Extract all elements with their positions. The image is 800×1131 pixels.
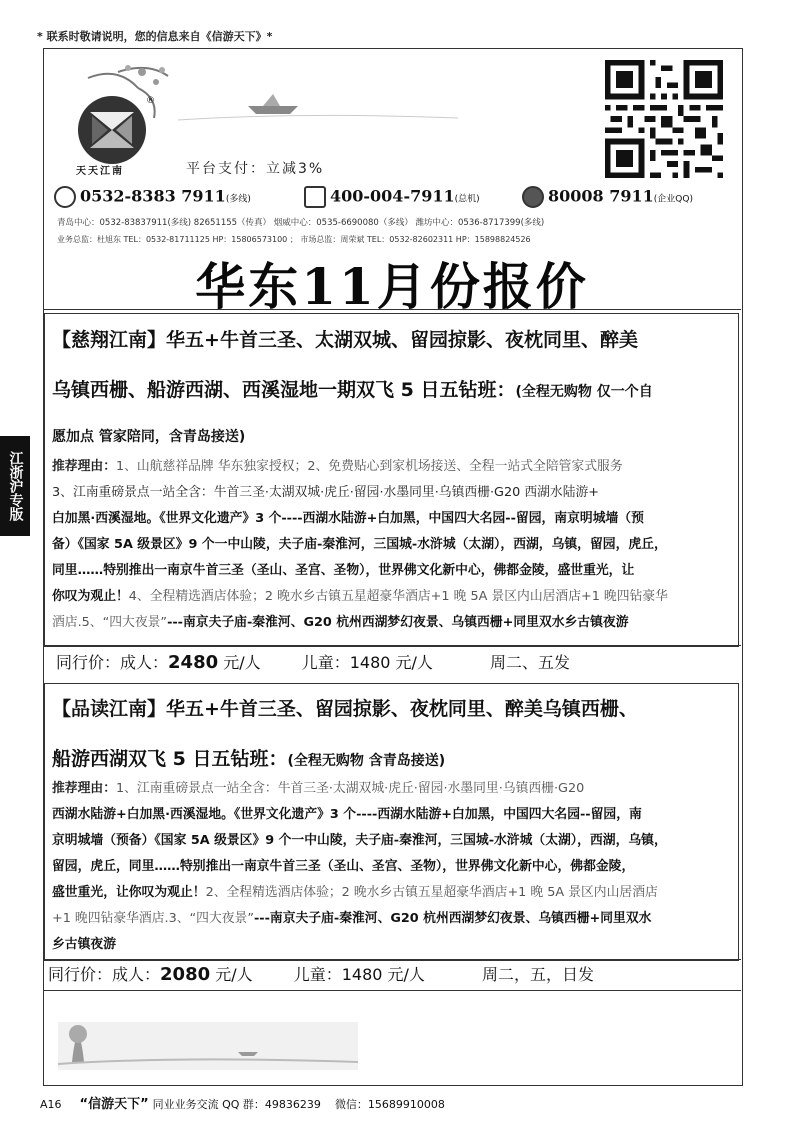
phone-3-number: 80008 7911 — [548, 186, 654, 206]
phone-1-note: (多线) — [225, 194, 251, 205]
route-1-reason-lead: 推荐理由： — [52, 459, 116, 474]
child-label: 儿童： — [293, 965, 342, 984]
phone-3 — [522, 186, 693, 208]
qr-code-icon — [605, 60, 723, 178]
phone-icon — [54, 186, 76, 208]
payment-discount: 平台支付：立减3% — [186, 161, 325, 177]
route-1-reason-line: 1、山航慈祥品牌 华东独家授权；2、免费贴心到家机场接送、全程一站式全陪管家式服务 — [115, 459, 623, 474]
side-tab: 江浙沪专版 — [0, 436, 30, 536]
route-1-reason-line: 备）《国家 5A 级景区》9 个一中山陵，夫子庙-秦淮河，三国城-水浒城（太湖），西湖，乌镇，留园，虎丘， — [52, 537, 667, 552]
child-label: 儿童： — [301, 653, 350, 672]
logo-text: 天天江南 — [76, 166, 124, 177]
adult-price: 2080 — [160, 964, 211, 985]
route-1-reason-line: 你叹为观止！ — [52, 589, 129, 604]
route-2-note-a: (全程无购物 含青岛接送) — [287, 753, 446, 769]
route-1-note-b: 愿加点 管家陪同，含青岛接送) — [52, 429, 246, 445]
divider — [44, 309, 741, 310]
route-2-reason-lead: 推荐理由： — [52, 781, 116, 796]
phone-1-number: 0532-8383 7911 — [80, 186, 226, 206]
route-2-title — [52, 684, 736, 786]
route-1-reason-line: ---南京夫子庙-秦淮河、G20 杭州西湖梦幻夜景、乌镇西栅+同里双水乡古镇夜游 — [167, 615, 629, 630]
route-2-reason-line: 盛世重光，让你叹为观止！ — [52, 885, 206, 900]
route-2-price — [48, 962, 594, 985]
route-2-reason-line: ---南京夫子庙-秦淮河、G20 杭州西湖梦幻夜景、乌镇西栅+同里双水 — [253, 911, 652, 926]
route-2-title-line1: 华五+牛首三圣、留园掠影、夜枕同里、醉美乌镇西栅、 — [166, 698, 638, 720]
top-note: * 联系时敬请说明，您的信息来自《信游天下》* — [37, 30, 273, 43]
route-2-reasons — [52, 776, 736, 958]
adult-unit: 元/人 — [223, 653, 261, 672]
route-1-brand-rest: 江南】 — [109, 329, 167, 351]
route-1-note-a: (全程无购物 仅一个自 — [515, 384, 653, 400]
divider — [44, 645, 741, 646]
adult-price: 2480 — [168, 652, 219, 673]
route-2-brand: 【品读江南】 — [52, 698, 167, 720]
route-1-reason-line: 3、江南重磅景点一站全含：牛首三圣·太湖双城·虎丘·留园·水墨同里·乌镇西栅·G20 西湖水陆游+ — [52, 485, 600, 500]
footer-brand: “信游天下” — [79, 1097, 149, 1112]
footer — [40, 1093, 445, 1112]
route-2-reason-line: 留园，虎丘，同里……特别推出一南京牛首三圣（圣山、圣宫、圣物），世界佛文化新中心，佛都金陵， — [52, 859, 635, 874]
route-1-reason-line: 酒店.5、“四大夜景” — [52, 615, 168, 630]
route-2-reason-line: +1 晚四钻豪华酒店.3、“四大夜景” — [52, 911, 254, 926]
director-contacts: 业务总监：杜旭东 TEL：0532-81711125 HP：15806573100 ； 市场总监：周荣斌 TEL：0532-82602311 HP：15898824526 — [57, 235, 531, 244]
route-1-reasons — [52, 454, 736, 636]
departure-days: 周二、五发 — [490, 653, 571, 672]
qq-icon — [522, 186, 544, 208]
child-price: 1480 元/人 — [349, 653, 433, 672]
route-1-brand: 【慈翔 — [52, 329, 110, 351]
bottom-landscape-art — [58, 1012, 358, 1074]
route-1-title-line2: 乌镇西栅、船游西湖、西溪湿地一期双飞 5 日五钻班： — [52, 379, 516, 401]
fax-icon — [304, 186, 326, 208]
route-1-title-line1: 华五+牛首三圣、太湖双城、留园掠影、夜枕同里、醉美 — [166, 329, 638, 351]
route-2-reason-line: 乡古镇夜游 — [52, 937, 116, 952]
page-number: A16 — [40, 1098, 62, 1111]
footer-wechat: 微信：15689910008 — [334, 1098, 445, 1111]
route-1-price — [56, 650, 570, 673]
route-1-title — [52, 315, 736, 457]
page-title: 华东11月份报价 — [195, 257, 589, 316]
phone-2-note: (总机) — [454, 194, 480, 205]
registered-mark: ® — [146, 96, 155, 106]
route-2-reason-line: 京明城墙（预备）《国家 5A 级景区》9 个一中山陵，夫子庙-秦淮河，三国城-水浒城（太湖），西湖，乌镇， — [52, 833, 667, 848]
route-1-reason-line: 4、全程精选酒店体验；2 晚水乡古镇五星超豪华酒店+1 晚 5A 景区内山居酒店+1 晚四钻豪华 — [128, 589, 668, 604]
price-label: 同行价：成人： — [56, 653, 169, 672]
branch-contacts: 青岛中心：0532-83837911(多线) 82651155（传真） 烟威中心：0535-6690080（多线） 潍坊中心：0536-8717399(多线) — [57, 218, 545, 228]
route-2-title-line2: 船游西湖双飞 5 日五钻班： — [52, 748, 288, 770]
divider — [44, 990, 741, 991]
phone-2 — [304, 186, 480, 208]
divider — [44, 959, 741, 960]
footer-qq-group: 同业业务交流 QQ 群：49836239 — [152, 1098, 321, 1111]
phone-2-number: 400-004-7911 — [330, 186, 455, 206]
route-1-reason-line: 同里……特别推出一南京牛首三圣（圣山、圣宫、圣物），世界佛文化新中心，佛都金陵，盛世重光，让 — [52, 563, 635, 578]
phone-1 — [54, 186, 251, 208]
route-1-reason-line: 白加黑·西溪湿地。《世界文化遗产》3 个----西湖水陆游+白加黑，中国四大名园--留园，南京明城墙（预 — [52, 511, 644, 526]
route-2-reason-line: 1、江南重磅景点一站全含：牛首三圣·太湖双城·虎丘·留园·水墨同里·乌镇西栅·G20 — [115, 781, 585, 796]
route-2-reason-line: 西湖水陆游+白加黑·西溪湿地。《世界文化遗产》3 个----西湖水陆游+白加黑，中国四大名园--留园，南 — [52, 807, 642, 822]
departure-days: 周二，五，日发 — [482, 965, 595, 984]
adult-unit: 元/人 — [215, 965, 253, 984]
child-price: 1480 元/人 — [341, 965, 425, 984]
price-label: 同行价：成人： — [48, 965, 161, 984]
route-2-reason-line: 2、全程精选酒店体验；2 晚水乡古镇五星超豪华酒店+1 晚 5A 景区内山居酒店 — [205, 885, 658, 900]
phone-3-note: (企业QQ) — [653, 194, 693, 205]
